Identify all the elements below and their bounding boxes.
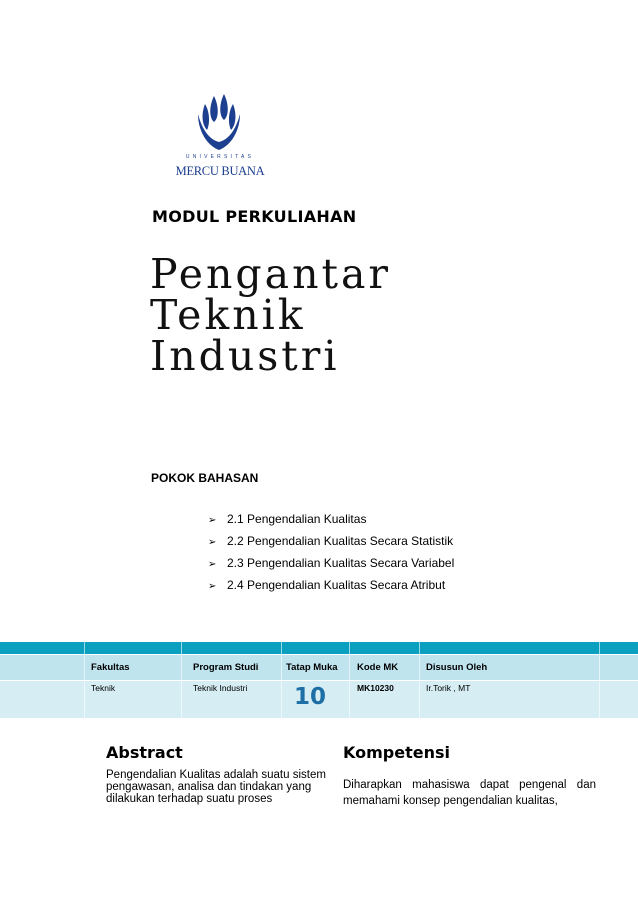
table-value-faculty: Teknik: [91, 683, 116, 693]
table-divider: [181, 642, 182, 718]
topic-item-label: 2.4 Pengendalian Kualitas Secara Atribut: [227, 578, 446, 592]
table-value-meeting-number: 10: [294, 684, 327, 710]
table-divider: [0, 680, 638, 681]
topic-item: [208, 555, 454, 577]
arrow-bullet-icon: ➢: [208, 515, 217, 526]
table-divider: [599, 642, 600, 718]
table-value-author: Ir.Torik , MT: [426, 683, 471, 693]
module-label: MODUL PERKULIAHAN: [152, 207, 357, 226]
table-value-course-code: MK10230: [357, 683, 394, 693]
mercu-buana-emblem-icon: [164, 92, 276, 154]
topic-list: [208, 511, 454, 599]
abstract-heading: Abstract: [106, 743, 183, 762]
competency-text: Diharapkan mahasiswa dapat pengenal dan memahami konsep pengendalian kualitas,: [343, 779, 596, 807]
logo-university-label: UNIVERSITAS: [185, 154, 255, 160]
table-divider: [281, 642, 282, 718]
table-header-meeting: Tatap Muka: [286, 662, 338, 673]
competency-heading: Kompetensi: [343, 743, 450, 762]
topic-item: [208, 577, 454, 599]
course-title-line: Teknik: [150, 291, 306, 339]
abstract-text: Pengendalian Kualitas adalah suatu sistem pengawasan, analisa dan tindakan yang dilakukan terhadap suatu proses: [106, 769, 326, 805]
topic-item-label: 2.1 Pengendalian Kualitas: [227, 512, 367, 526]
info-band-top: [0, 642, 638, 654]
topic-item: [208, 533, 454, 555]
topic-heading: POKOK BAHASAN: [151, 471, 259, 485]
university-logo: [164, 92, 276, 184]
topic-item-label: 2.2 Pengendalian Kualitas Secara Statistik: [227, 534, 454, 548]
topic-item: [208, 511, 454, 533]
course-title: [150, 250, 392, 380]
logo-university-name: MERCU BUANA: [175, 164, 265, 178]
arrow-bullet-icon: ➢: [208, 559, 217, 570]
table-header-course-code: Kode MK: [357, 662, 399, 673]
table-divider: [84, 642, 85, 718]
course-title-line: Industri: [150, 332, 340, 380]
table-header-author: Disusun Oleh: [426, 662, 488, 673]
table-value-study-program: Teknik Industri: [193, 683, 248, 693]
arrow-bullet-icon: ➢: [208, 537, 217, 548]
table-divider: [0, 654, 638, 655]
table-header-study-program: Program Studi: [193, 662, 259, 673]
arrow-bullet-icon: ➢: [208, 581, 217, 592]
course-title-line: Pengantar: [150, 250, 392, 298]
topic-item-label: 2.3 Pengendalian Kualitas Secara Variabel: [227, 556, 455, 570]
table-header-faculty: Fakultas: [91, 662, 130, 673]
table-divider: [349, 642, 350, 718]
table-divider: [419, 642, 420, 718]
